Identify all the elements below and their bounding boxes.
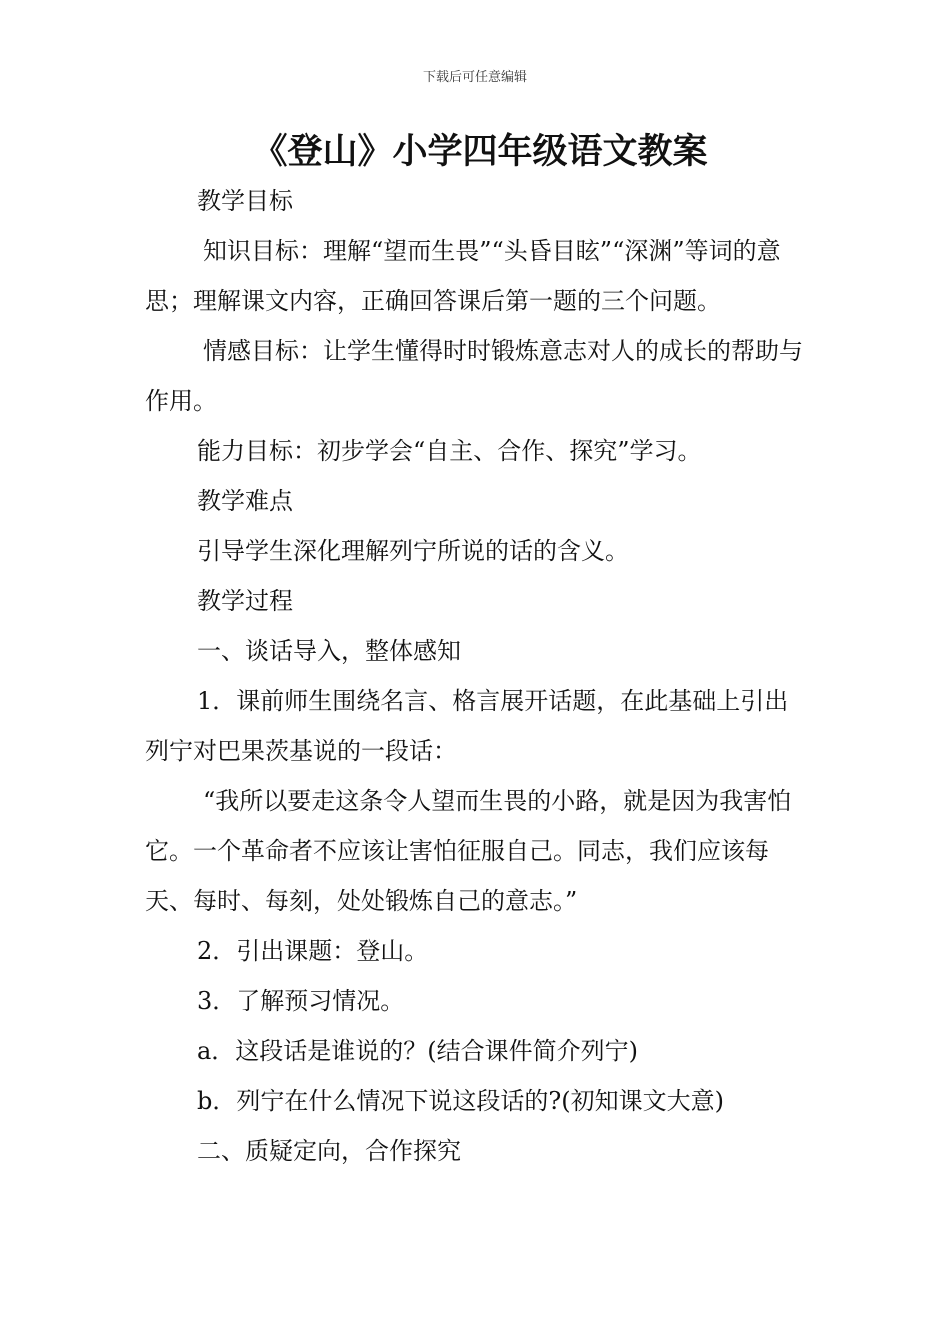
paragraph-difficulty: 引导学生深化理解列宁所说的话的含义。 bbox=[197, 537, 629, 565]
paragraph-step-2: 2．引出课题：登山。 bbox=[197, 937, 429, 965]
subsection-heading-1: 一、谈话导入，整体感知 bbox=[197, 637, 461, 665]
paragraph-ability-goal: 能力目标：初步学会“自主、合作、探究”学习。 bbox=[197, 437, 702, 465]
section-heading-difficulty: 教学难点 bbox=[197, 487, 293, 515]
document-body bbox=[145, 176, 810, 1176]
page-header-note: 下载后可任意编辑 bbox=[422, 70, 527, 85]
subsection-heading-2: 二、质疑定向，合作探究 bbox=[197, 1137, 461, 1165]
paragraph-knowledge-goal: 知识目标：理解“望而生畏”“头昏目眩”“深渊”等词的意思；理解课文内容，正确回答课后第一题的三个问题。 bbox=[145, 237, 781, 315]
paragraph-step-1: 1．课前师生围绕名言、格言展开话题，在此基础上引出列宁对巴果茨基说的一段话： bbox=[145, 687, 789, 765]
paragraph-step-3: 3．了解预习情况。 bbox=[197, 987, 405, 1015]
paragraph-question-a: a．这段话是谁说的？(结合课件简介列宁) bbox=[197, 1037, 639, 1065]
paragraph-question-b: b．列宁在什么情况下说这段话的?(初知课文大意) bbox=[197, 1087, 724, 1115]
section-heading-process: 教学过程 bbox=[197, 587, 293, 615]
section-heading-goals: 教学目标 bbox=[197, 187, 293, 215]
paragraph-lenin-quote: “我所以要走这条令人望而生畏的小路，就是因为我害怕它。一个革命者不应该让害怕征服自己。同志，我们应该每天、每时、每刻，处处锻炼自己的意志。” bbox=[145, 787, 792, 915]
document-title: 《登山》小学四年级语文教案 bbox=[252, 131, 708, 172]
paragraph-emotion-goal: 情感目标：让学生懂得时时锻炼意志对人的成长的帮助与作用。 bbox=[145, 337, 803, 415]
